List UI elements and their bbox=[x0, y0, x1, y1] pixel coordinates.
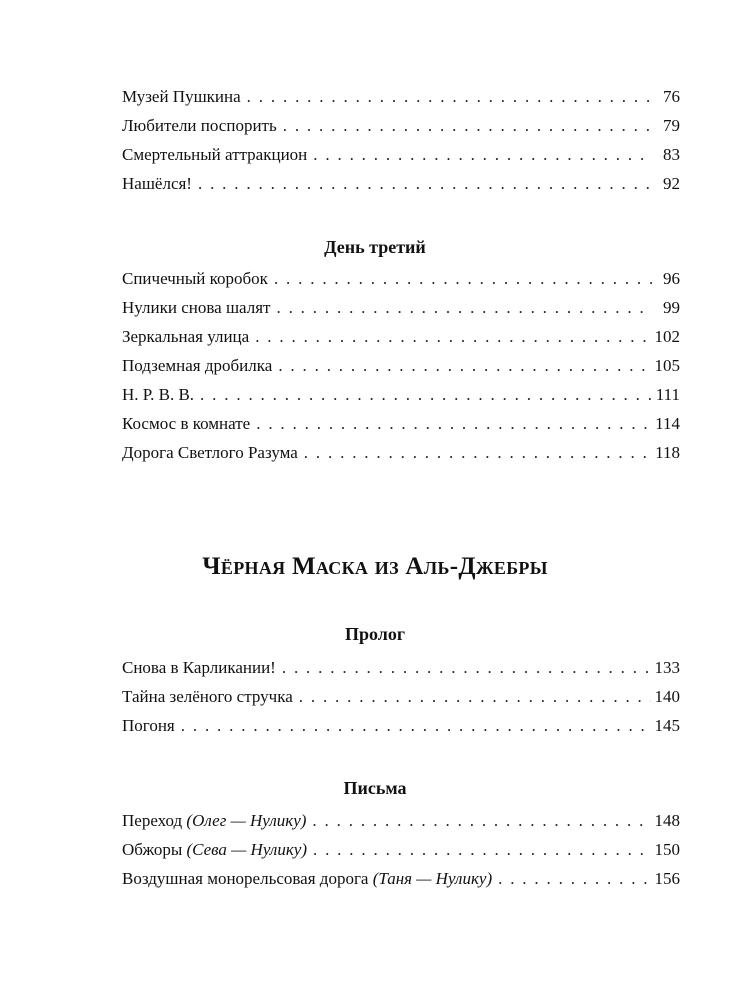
toc-leader-dots bbox=[255, 326, 650, 348]
toc-entry bbox=[122, 715, 680, 737]
toc-leader-dots bbox=[312, 810, 650, 832]
toc-entry-title-text: Обжоры bbox=[122, 840, 183, 859]
toc-leader-dots bbox=[198, 173, 652, 195]
toc-entry bbox=[122, 868, 680, 890]
toc-entry-page: 140 bbox=[654, 687, 680, 706]
toc-leader-dots bbox=[299, 686, 651, 708]
toc-entry bbox=[122, 144, 680, 166]
toc-entry-title: Спичечный коробок bbox=[122, 269, 268, 288]
toc-entry-title: Подземная дробилка bbox=[122, 356, 273, 375]
part-title: Чёрная Маска из Аль-Джебры bbox=[202, 553, 548, 580]
toc-entry-title bbox=[122, 868, 492, 890]
toc-entry-note: (Сева — Нулику) bbox=[186, 840, 307, 859]
toc-leader-dots bbox=[256, 413, 651, 435]
section-heading-prologue: Пролог bbox=[344, 624, 406, 644]
toc-entry-page: 148 bbox=[654, 811, 680, 830]
toc-entry-page: 79 bbox=[663, 116, 680, 135]
toc-entry-title: Тайна зелёного стручка bbox=[122, 687, 293, 706]
toc-entry-title: Погоня bbox=[122, 716, 175, 735]
toc-leader-dots bbox=[282, 657, 651, 679]
section-heading-letters: Письма bbox=[343, 778, 407, 798]
toc-entry-page: 118 bbox=[655, 443, 680, 462]
toc-entry-title-text: Воздушная монорельсовая дорога bbox=[122, 869, 369, 888]
toc-entry-page: 96 bbox=[663, 269, 680, 288]
toc-entry-title: Любители поспорить bbox=[122, 116, 277, 135]
toc-entry-title: Дорога Светлого Разума bbox=[122, 443, 298, 462]
toc-entry bbox=[122, 297, 680, 319]
toc-entry bbox=[122, 839, 680, 861]
toc-entry-page: 156 bbox=[654, 869, 680, 888]
toc-entry bbox=[122, 810, 680, 832]
toc-entry-page: 133 bbox=[654, 658, 680, 677]
toc-leader-dots bbox=[181, 715, 651, 737]
toc-entry-page: 76 bbox=[663, 87, 680, 106]
toc-entry-title: Н. Р. В. В. bbox=[122, 385, 195, 404]
toc-entry-page: 150 bbox=[654, 840, 680, 859]
toc-leader-dots bbox=[304, 442, 651, 464]
toc-entry bbox=[122, 115, 680, 137]
toc-entry-note: (Олег — Нулику) bbox=[186, 811, 307, 830]
toc-leader-dots bbox=[283, 115, 652, 137]
toc-entry-title: Нашёлся! bbox=[122, 174, 192, 193]
toc-entry-note: (Таня — Нулику) bbox=[372, 869, 493, 888]
toc-leader-dots bbox=[313, 839, 651, 861]
toc-entry-page: 99 bbox=[663, 298, 680, 317]
toc-entry-page: 83 bbox=[663, 145, 680, 164]
toc-entry-title bbox=[122, 839, 307, 861]
toc-leader-dots bbox=[247, 86, 652, 108]
toc-entry-title: Нулики снова шалят bbox=[122, 298, 271, 317]
toc-entry-title: Музей Пушкина bbox=[122, 87, 241, 106]
toc-leader-dots bbox=[498, 868, 650, 890]
toc-entry-page: 92 bbox=[663, 174, 680, 193]
toc-leader-dots bbox=[313, 144, 652, 166]
toc-entry-title-text: Переход bbox=[122, 811, 183, 830]
toc-entry-title: Космос в комнате bbox=[122, 414, 251, 433]
toc-leader-dots bbox=[276, 297, 652, 319]
toc-entry bbox=[122, 413, 680, 435]
toc-entry-page: 102 bbox=[654, 327, 680, 346]
toc-entry bbox=[122, 384, 680, 406]
toc-entry bbox=[122, 86, 680, 108]
toc-entry-title: Зеркальная улица bbox=[122, 327, 250, 346]
toc-entry-page: 145 bbox=[654, 716, 680, 735]
toc-entry bbox=[122, 355, 680, 377]
toc-entry-page: 114 bbox=[655, 414, 680, 433]
toc-entry bbox=[122, 326, 680, 348]
toc-entry bbox=[122, 442, 680, 464]
toc-entry-title bbox=[122, 810, 306, 832]
toc-entry bbox=[122, 268, 680, 290]
toc-entry-title: Смертельный аттракцион bbox=[122, 145, 308, 164]
toc-entry bbox=[122, 657, 680, 679]
toc-entry bbox=[122, 173, 680, 195]
toc-entry-page: 111 bbox=[655, 385, 680, 404]
section-heading-day-three: День третий bbox=[324, 237, 426, 257]
toc-entry-page: 105 bbox=[654, 356, 680, 375]
toc-leader-dots bbox=[274, 268, 652, 290]
toc-leader-dots bbox=[200, 384, 652, 406]
toc-leader-dots bbox=[278, 355, 650, 377]
toc-entry-title: Снова в Карликании! bbox=[122, 658, 276, 677]
toc-entry bbox=[122, 686, 680, 708]
